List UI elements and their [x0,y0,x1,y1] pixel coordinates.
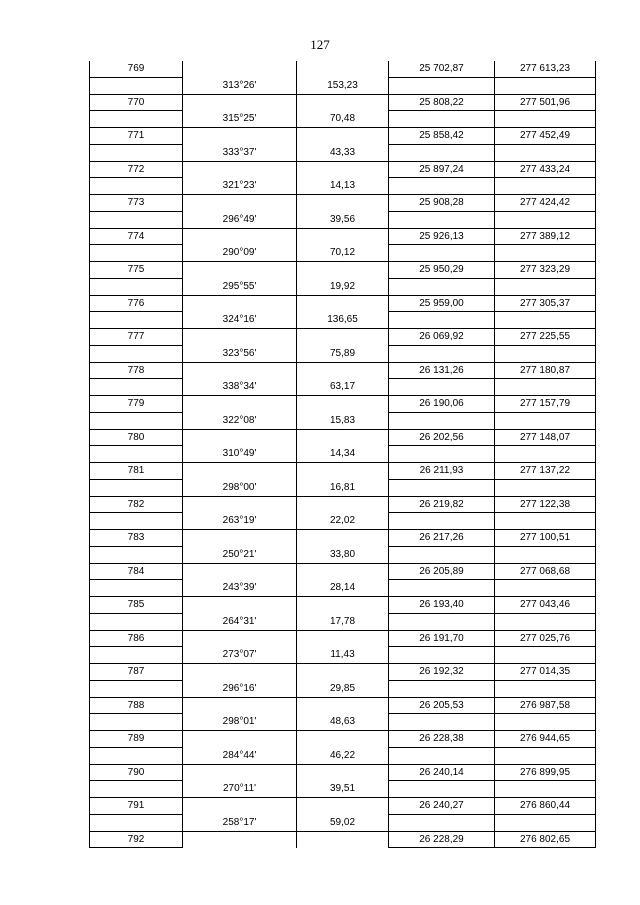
point-number-cell: 770 [90,94,183,111]
empty-cell [183,630,297,647]
empty-cell [297,831,389,848]
empty-cell [90,613,183,630]
empty-cell [183,530,297,547]
empty-cell [389,680,495,697]
empty-cell [297,195,389,212]
empty-cell [495,111,596,128]
segment-row [90,747,596,764]
empty-cell [90,446,183,463]
empty-cell [90,680,183,697]
point-number-cell: 789 [90,731,183,748]
empty-cell [495,144,596,161]
empty-cell [297,798,389,815]
point-row [90,664,596,681]
point-row [90,396,596,413]
point-row [90,161,596,178]
empty-cell [183,731,297,748]
y-coordinate-cell: 276 987,58 [495,697,596,714]
direction-angle-cell: 338°34' [183,379,297,396]
empty-cell [183,396,297,413]
empty-cell [183,597,297,614]
segment-row [90,781,596,798]
x-coordinate-cell: 26 191,70 [389,630,495,647]
empty-cell [495,680,596,697]
x-coordinate-cell: 25 950,29 [389,262,495,279]
empty-cell [495,781,596,798]
empty-cell [183,262,297,279]
segment-row [90,814,596,831]
segment-row [90,379,596,396]
direction-angle-cell: 296°49' [183,211,297,228]
empty-cell [297,764,389,781]
empty-cell [495,546,596,563]
point-row [90,228,596,245]
empty-cell [297,362,389,379]
segment-row [90,345,596,362]
point-row [90,530,596,547]
x-coordinate-cell: 26 193,40 [389,597,495,614]
point-row [90,429,596,446]
y-coordinate-cell: 277 225,55 [495,329,596,346]
empty-cell [389,747,495,764]
y-coordinate-cell: 277 100,51 [495,530,596,547]
coordinates-table-body [90,61,596,848]
direction-angle-cell: 270°11' [183,781,297,798]
empty-cell [297,262,389,279]
y-coordinate-cell: 277 424,42 [495,195,596,212]
point-row [90,630,596,647]
segment-length-cell: 136,65 [297,312,389,329]
y-coordinate-cell: 277 305,37 [495,295,596,312]
empty-cell [90,379,183,396]
point-number-cell: 773 [90,195,183,212]
segment-length-cell: 46,22 [297,747,389,764]
segment-length-cell: 16,81 [297,479,389,496]
point-number-cell: 783 [90,530,183,547]
segment-length-cell: 59,02 [297,814,389,831]
x-coordinate-cell: 26 205,53 [389,697,495,714]
empty-cell [183,61,297,77]
x-coordinate-cell: 25 926,13 [389,228,495,245]
empty-cell [90,546,183,563]
y-coordinate-cell: 276 944,65 [495,731,596,748]
point-number-cell: 782 [90,496,183,513]
empty-cell [183,329,297,346]
x-coordinate-cell: 26 131,26 [389,362,495,379]
y-coordinate-cell: 277 613,23 [495,61,596,77]
point-number-cell: 769 [90,61,183,77]
point-number-cell: 784 [90,563,183,580]
segment-row [90,312,596,329]
empty-cell [495,647,596,664]
empty-cell [90,647,183,664]
empty-cell [389,613,495,630]
empty-cell [389,814,495,831]
empty-cell [495,77,596,94]
empty-cell [389,479,495,496]
empty-cell [495,345,596,362]
x-coordinate-cell: 26 240,27 [389,798,495,815]
segment-length-cell: 70,12 [297,245,389,262]
point-number-cell: 772 [90,161,183,178]
empty-cell [297,496,389,513]
empty-cell [297,61,389,77]
empty-cell [183,798,297,815]
segment-length-cell: 75,89 [297,345,389,362]
segment-length-cell: 153,23 [297,77,389,94]
empty-cell [297,396,389,413]
empty-cell [183,128,297,145]
empty-cell [297,161,389,178]
segment-length-cell: 39,51 [297,781,389,798]
empty-cell [183,563,297,580]
empty-cell [297,563,389,580]
segment-row [90,680,596,697]
direction-angle-cell: 284°44' [183,747,297,764]
empty-cell [495,245,596,262]
y-coordinate-cell: 277 452,49 [495,128,596,145]
direction-angle-cell: 310°49' [183,446,297,463]
segment-length-cell: 11,43 [297,647,389,664]
empty-cell [389,647,495,664]
segment-row [90,178,596,195]
empty-cell [389,245,495,262]
point-row [90,764,596,781]
y-coordinate-cell: 277 157,79 [495,396,596,413]
empty-cell [389,345,495,362]
segment-length-cell: 22,02 [297,513,389,530]
direction-angle-cell: 258°17' [183,814,297,831]
coordinates-table [89,61,596,848]
segment-row [90,479,596,496]
empty-cell [297,128,389,145]
empty-cell [495,613,596,630]
empty-cell [495,814,596,831]
point-row [90,831,596,848]
empty-cell [389,513,495,530]
empty-cell [297,597,389,614]
empty-cell [183,94,297,111]
empty-cell [389,546,495,563]
point-number-cell: 791 [90,798,183,815]
empty-cell [183,463,297,480]
empty-cell [495,580,596,597]
direction-angle-cell: 298°00' [183,479,297,496]
segment-length-cell: 19,92 [297,278,389,295]
empty-cell [495,714,596,731]
segment-length-cell: 28,14 [297,580,389,597]
point-number-cell: 785 [90,597,183,614]
x-coordinate-cell: 25 897,24 [389,161,495,178]
point-number-cell: 780 [90,429,183,446]
empty-cell [495,278,596,295]
segment-row [90,245,596,262]
empty-cell [90,178,183,195]
empty-cell [495,312,596,329]
y-coordinate-cell: 277 014,35 [495,664,596,681]
empty-cell [389,278,495,295]
direction-angle-cell: 273°07' [183,647,297,664]
empty-cell [389,111,495,128]
x-coordinate-cell: 26 190,06 [389,396,495,413]
x-coordinate-cell: 26 228,29 [389,831,495,848]
point-row [90,94,596,111]
x-coordinate-cell: 26 192,32 [389,664,495,681]
point-row [90,563,596,580]
empty-cell [297,94,389,111]
y-coordinate-cell: 276 802,65 [495,831,596,848]
point-row [90,463,596,480]
direction-angle-cell: 298°01' [183,714,297,731]
empty-cell [90,245,183,262]
segment-row [90,613,596,630]
empty-cell [183,362,297,379]
empty-cell [297,429,389,446]
direction-angle-cell: 323°56' [183,345,297,362]
segment-row [90,211,596,228]
empty-cell [90,513,183,530]
empty-cell [183,195,297,212]
empty-cell [90,714,183,731]
point-number-cell: 776 [90,295,183,312]
x-coordinate-cell: 25 858,42 [389,128,495,145]
segment-length-cell: 14,13 [297,178,389,195]
empty-cell [90,144,183,161]
empty-cell [183,228,297,245]
empty-cell [495,513,596,530]
empty-cell [389,412,495,429]
empty-cell [495,479,596,496]
point-number-cell: 781 [90,463,183,480]
x-coordinate-cell: 26 240,14 [389,764,495,781]
point-number-cell: 778 [90,362,183,379]
empty-cell [90,412,183,429]
y-coordinate-cell: 277 501,96 [495,94,596,111]
point-number-cell: 777 [90,329,183,346]
point-number-cell: 775 [90,262,183,279]
point-number-cell: 787 [90,664,183,681]
x-coordinate-cell: 26 202,56 [389,429,495,446]
x-coordinate-cell: 26 211,93 [389,463,495,480]
segment-length-cell: 70,48 [297,111,389,128]
empty-cell [297,463,389,480]
direction-angle-cell: 243°39' [183,580,297,597]
point-number-cell: 790 [90,764,183,781]
empty-cell [495,211,596,228]
empty-cell [297,228,389,245]
segment-row [90,647,596,664]
empty-cell [297,697,389,714]
empty-cell [495,747,596,764]
y-coordinate-cell: 277 323,29 [495,262,596,279]
point-number-cell: 774 [90,228,183,245]
point-row [90,798,596,815]
empty-cell [297,731,389,748]
segment-row [90,714,596,731]
direction-angle-cell: 295°55' [183,278,297,295]
empty-cell [90,77,183,94]
point-row [90,295,596,312]
empty-cell [495,412,596,429]
segment-length-cell: 39,56 [297,211,389,228]
y-coordinate-cell: 277 122,38 [495,496,596,513]
direction-angle-cell: 250°21' [183,546,297,563]
y-coordinate-cell: 277 068,68 [495,563,596,580]
empty-cell [389,379,495,396]
point-number-cell: 792 [90,831,183,848]
empty-cell [389,312,495,329]
empty-cell [183,697,297,714]
direction-angle-cell: 296°16' [183,680,297,697]
empty-cell [183,664,297,681]
y-coordinate-cell: 277 137,22 [495,463,596,480]
empty-cell [389,714,495,731]
segment-row [90,144,596,161]
direction-angle-cell: 322°08' [183,412,297,429]
y-coordinate-cell: 276 860,44 [495,798,596,815]
empty-cell [297,295,389,312]
x-coordinate-cell: 26 228,38 [389,731,495,748]
empty-cell [90,781,183,798]
empty-cell [495,446,596,463]
point-row [90,496,596,513]
empty-cell [90,479,183,496]
empty-cell [389,446,495,463]
segment-length-cell: 63,17 [297,379,389,396]
x-coordinate-cell: 26 217,26 [389,530,495,547]
direction-angle-cell: 321°23' [183,178,297,195]
x-coordinate-cell: 25 908,28 [389,195,495,212]
direction-angle-cell: 264°31' [183,613,297,630]
empty-cell [90,111,183,128]
segment-length-cell: 29,85 [297,680,389,697]
empty-cell [183,764,297,781]
segment-length-cell: 43,33 [297,144,389,161]
point-row [90,262,596,279]
x-coordinate-cell: 25 702,87 [389,61,495,77]
segment-row [90,546,596,563]
empty-cell [389,781,495,798]
point-row [90,61,596,77]
point-row [90,597,596,614]
direction-angle-cell: 290°09' [183,245,297,262]
empty-cell [90,345,183,362]
empty-cell [90,278,183,295]
empty-cell [183,429,297,446]
y-coordinate-cell: 277 180,87 [495,362,596,379]
empty-cell [297,530,389,547]
empty-cell [90,211,183,228]
segment-length-cell: 48,63 [297,714,389,731]
empty-cell [183,295,297,312]
point-row [90,697,596,714]
empty-cell [389,178,495,195]
direction-angle-cell: 263°19' [183,513,297,530]
direction-angle-cell: 315°25' [183,111,297,128]
point-number-cell: 779 [90,396,183,413]
direction-angle-cell: 324°16' [183,312,297,329]
segment-row [90,412,596,429]
point-row [90,195,596,212]
segment-row [90,580,596,597]
empty-cell [297,630,389,647]
direction-angle-cell: 313°26' [183,77,297,94]
segment-length-cell: 15,83 [297,412,389,429]
point-number-cell: 788 [90,697,183,714]
empty-cell [495,379,596,396]
point-row [90,128,596,145]
segment-length-cell: 33,80 [297,546,389,563]
y-coordinate-cell: 277 025,76 [495,630,596,647]
empty-cell [183,831,297,848]
point-row [90,362,596,379]
segment-row [90,446,596,463]
segment-row [90,111,596,128]
y-coordinate-cell: 277 148,07 [495,429,596,446]
x-coordinate-cell: 25 808,22 [389,94,495,111]
empty-cell [389,77,495,94]
empty-cell [90,580,183,597]
empty-cell [389,211,495,228]
segment-length-cell: 17,78 [297,613,389,630]
x-coordinate-cell: 25 959,00 [389,295,495,312]
y-coordinate-cell: 277 043,46 [495,597,596,614]
empty-cell [297,664,389,681]
empty-cell [389,144,495,161]
point-number-cell: 771 [90,128,183,145]
empty-cell [495,178,596,195]
x-coordinate-cell: 26 219,82 [389,496,495,513]
empty-cell [297,329,389,346]
empty-cell [90,747,183,764]
segment-row [90,77,596,94]
segment-length-cell: 14,34 [297,446,389,463]
segment-row [90,513,596,530]
empty-cell [90,814,183,831]
y-coordinate-cell: 276 899,95 [495,764,596,781]
point-row [90,329,596,346]
x-coordinate-cell: 26 205,89 [389,563,495,580]
direction-angle-cell: 333°37' [183,144,297,161]
segment-row [90,278,596,295]
page-number: 127 [310,37,330,52]
x-coordinate-cell: 26 069,92 [389,329,495,346]
point-number-cell: 786 [90,630,183,647]
y-coordinate-cell: 277 433,24 [495,161,596,178]
y-coordinate-cell: 277 389,12 [495,228,596,245]
empty-cell [389,580,495,597]
empty-cell [90,312,183,329]
empty-cell [183,161,297,178]
empty-cell [183,496,297,513]
point-row [90,731,596,748]
